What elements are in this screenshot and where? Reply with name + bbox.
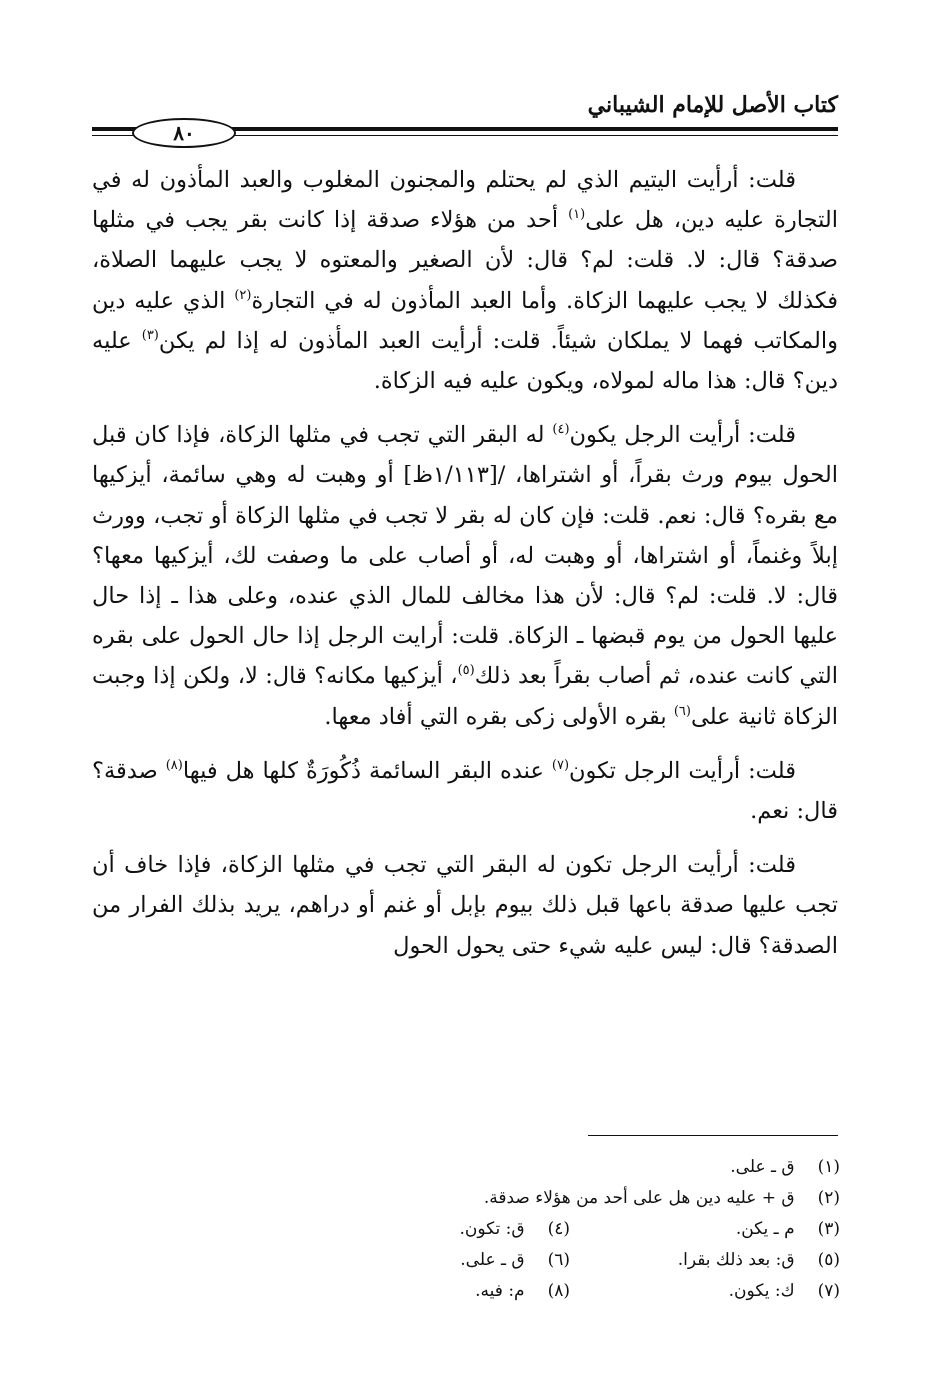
paragraph-text: له البقر التي تجب في مثلها الزكاة، فإذا كان قبل الحول بيوم ورث بقراً، أو اشتراها، /[١/١١٣ظ] أو وهبت له وهي سائمة، أيزكيها مع بقره؟ قال: نعم. قلت: فإن كان له بقر لا تجب في مثلها الزكاة أو تجب، وورث إبلاً وغنماً، أو اشتراها، أو وهبت له، أو أصاب على ما وصفت لك، أيزكيها معها؟ قال: لا. قلت: لم؟ قال: لأن هذا مخالف للمال الذي عنده، وعلى هذا ـ إذا حال عليها الحول من يوم قبضها ـ الزكاة. قلت: أرايت الرجل إذا حال الحول على بقره التي كانت عنده، ثم أصاب بقراً بعد ذلك — [92, 422, 839, 690]
footnote-number: (٦) — [547, 1250, 570, 1270]
footnote-reference: (٥) — [457, 663, 475, 679]
footnote-reference: (٧) — [551, 757, 570, 773]
footnote-text: ق: بعد ذلك بقرا. — [677, 1250, 795, 1270]
paragraph — [92, 415, 838, 737]
footnote-row — [300, 1214, 840, 1245]
page-number: ٨٠ — [173, 121, 195, 145]
footnote-text: م: فيه. — [475, 1281, 525, 1301]
footnote-number: (٢) — [817, 1188, 840, 1208]
footnote-reference: (٨) — [165, 757, 183, 773]
footnote-item — [484, 1183, 840, 1214]
footnote-item — [570, 1214, 840, 1245]
page-number-badge — [132, 118, 236, 148]
footnote-number: (٤) — [547, 1219, 570, 1239]
footnote-item — [300, 1214, 570, 1245]
book-title: كتاب الأصل للإمام الشيباني — [587, 92, 838, 118]
footnote-item — [300, 1276, 570, 1307]
footnote-reference: (١) — [568, 207, 586, 223]
footnote-number: (٧) — [817, 1281, 840, 1301]
footnote-row — [300, 1276, 840, 1307]
footnote-reference: (٣) — [141, 327, 159, 343]
footnote-text: ق ـ على. — [460, 1250, 525, 1270]
footnote-row — [300, 1152, 840, 1183]
main-text — [92, 160, 838, 980]
footnote-row — [300, 1245, 840, 1276]
paragraph-text: عنده البقر السائمة ذُكُورَةٌ كلها هل فيها — [182, 757, 552, 784]
paragraph — [92, 160, 838, 401]
paragraph-text: صدقة؟ قال: نعم. — [92, 757, 838, 825]
paragraph-text: قلت: أرأيت الرجل يكون — [569, 422, 796, 449]
paragraph-text: قلت: أرأيت اليتيم الذي لم يحتلم والمجنون المغلوب والعبد المأذون له في التجارة عليه دين، هل على — [92, 167, 839, 234]
footnote-text: ق + عليه دين هل على أحد من هؤلاء صدقة. — [483, 1188, 795, 1208]
footnote-reference: (٦) — [673, 703, 691, 719]
footnote-text: ك: يكون. — [728, 1281, 795, 1301]
footnote-item — [570, 1245, 840, 1276]
footnote-separator — [588, 1135, 838, 1136]
footnote-text: ق ـ على. — [730, 1157, 795, 1177]
footnote-number: (٥) — [817, 1250, 840, 1270]
footnotes — [300, 1152, 840, 1307]
footnote-number: (٣) — [817, 1219, 840, 1239]
paragraph-text: أحد من هؤلاء صدقة إذا كانت بقر يجب في مثلها صدقة؟ قال: لا. قلت: لم؟ قال: لأن الصغير والمعتوه لا يجب عليهما الصلاة، فكذلك لا يجب عليهما الزكاة. وأما العبد المأذون له في التجارة — [92, 207, 839, 314]
footnote-row — [300, 1183, 840, 1214]
footnote-text: م ـ يكن. — [735, 1219, 795, 1239]
paragraph — [92, 845, 838, 966]
footnote-text: ق: تكون. — [459, 1219, 525, 1239]
footnote-item — [570, 1276, 840, 1307]
paragraph-text: قلت: أرأيت الرجل تكون — [569, 757, 796, 784]
footnote-item — [300, 1245, 570, 1276]
paragraph-text: الذي عليه دين والمكاتب فهما لا يملكان شيئاً. قلت: أرأيت العبد المأذون له إذا لم يكن — [92, 287, 838, 354]
paragraph-text: بقره الأولى زكى بقره التي أفاد معها. — [324, 703, 674, 730]
paragraph — [92, 751, 838, 831]
page-header — [92, 82, 838, 152]
paragraph-text: عليه دين؟ قال: هذا ماله لمولاه، ويكون عليه فيه الزكاة. — [92, 327, 838, 395]
footnote-number: (١) — [817, 1157, 840, 1177]
footnote-item — [730, 1152, 840, 1183]
paragraph-text: ، أيزكيها مكانه؟ قال: لا، ولكن إذا وجبت الزكاة ثانية على — [92, 663, 838, 730]
footnote-number: (٨) — [547, 1281, 570, 1301]
footnote-reference: (٤) — [552, 422, 570, 438]
paragraph-text: قلت: أرأيت الرجل تكون له البقر التي تجب في مثلها الزكاة، فإذا خاف أن تجب عليها صدقة باعها قبل ذلك بيوم بإبل أو غنم أو دراهم، يريد بذلك الفرار من الصدقة؟ قال: ليس عليه شيء حتى يحول الحول — [92, 852, 838, 959]
footnote-reference: (٢) — [234, 287, 252, 303]
